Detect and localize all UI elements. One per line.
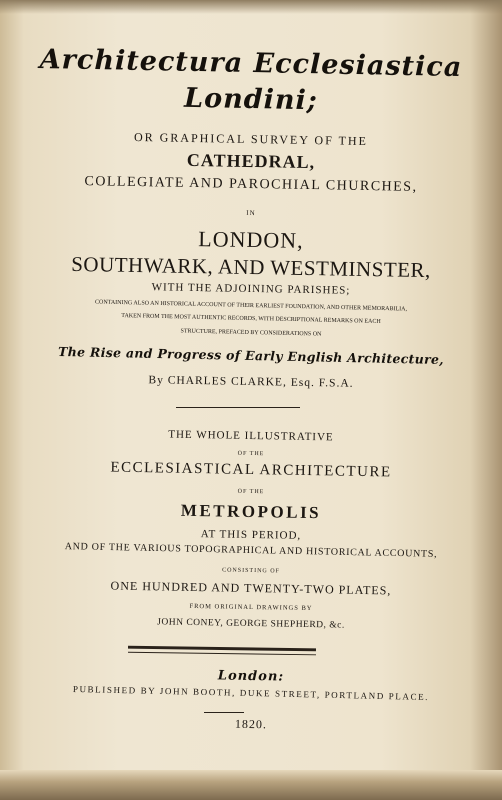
rise-progress-line: The Rise and Progress of Early English Architecture, bbox=[57, 343, 445, 368]
artists-line: JOHN CONEY, GEORGE SHEPHERD, &c. bbox=[157, 617, 345, 631]
title-line-1: Architectura Ecclesiastica bbox=[39, 43, 463, 84]
divider-rule-short bbox=[176, 407, 300, 408]
of-the-line-1: OF THE bbox=[237, 450, 265, 458]
publisher-line: PUBLISHED BY JOHN BOOTH, DUKE STREET, PORTLAND PLACE. bbox=[72, 683, 430, 703]
subtitle-graphical-survey: OR GRAPHICAL SURVEY OF THE bbox=[133, 129, 369, 149]
containing-line-3: STRUCTURE, PREFACED BY CONSIDERATIONS ON bbox=[180, 328, 322, 338]
containing-line-2: TAKEN FROM THE MOST AUTHENTIC RECORDS, WITH DESCRIPTIONAL REMARKS ON EACH bbox=[121, 313, 381, 325]
metropolis-line: METROPOLIS bbox=[180, 500, 322, 523]
adjoining-parishes-line: WITH THE ADJOINING PARISHES; bbox=[151, 281, 351, 297]
cathedral-line: CATHEDRAL, bbox=[186, 149, 316, 173]
southwark-line: SOUTHWARK, AND WESTMINSTER, bbox=[71, 251, 432, 283]
various-accounts-line: AND OF THE VARIOUS TOPOGRAPHICAL AND HISTORICAL ACCOUNTS, bbox=[64, 541, 438, 560]
whole-illustrative-line: THE WHOLE ILLUSTRATIVE bbox=[168, 428, 334, 444]
title-line-2: Londini; bbox=[183, 82, 319, 117]
at-this-period-line: AT THIS PERIOD, bbox=[200, 528, 302, 542]
year-rule bbox=[204, 712, 244, 713]
in-line: IN bbox=[246, 208, 256, 218]
of-the-line-2: OF THE bbox=[237, 488, 265, 496]
page-top-shadow bbox=[0, 0, 502, 14]
london-line: LONDON, bbox=[198, 226, 304, 253]
collegiate-line: COLLEGIATE AND PAROCHIAL CHURCHES, bbox=[84, 174, 418, 195]
from-drawings-line: FROM ORIGINAL DRAWINGS BY bbox=[189, 602, 313, 613]
author-line: By CHARLES CLARKE, Esq. F.S.A. bbox=[148, 374, 354, 390]
publication-year: 1820. bbox=[234, 716, 268, 732]
imprint-place: London: bbox=[217, 668, 285, 685]
ecclesiastical-architecture-line: ECCLESIASTICAL ARCHITECTURE bbox=[110, 459, 392, 481]
consisting-of-line: CONSISTING OF bbox=[222, 567, 280, 575]
containing-line-1: CONTAINING ALSO AN HISTORICAL ACCOUNT OF THEIR EARLIEST FOUNDATION, AND OTHER MEMORABILIA, bbox=[94, 299, 408, 313]
page-bottom-edge bbox=[0, 770, 502, 800]
plates-line: ONE HUNDRED AND TWENTY-TWO PLATES, bbox=[110, 578, 392, 598]
